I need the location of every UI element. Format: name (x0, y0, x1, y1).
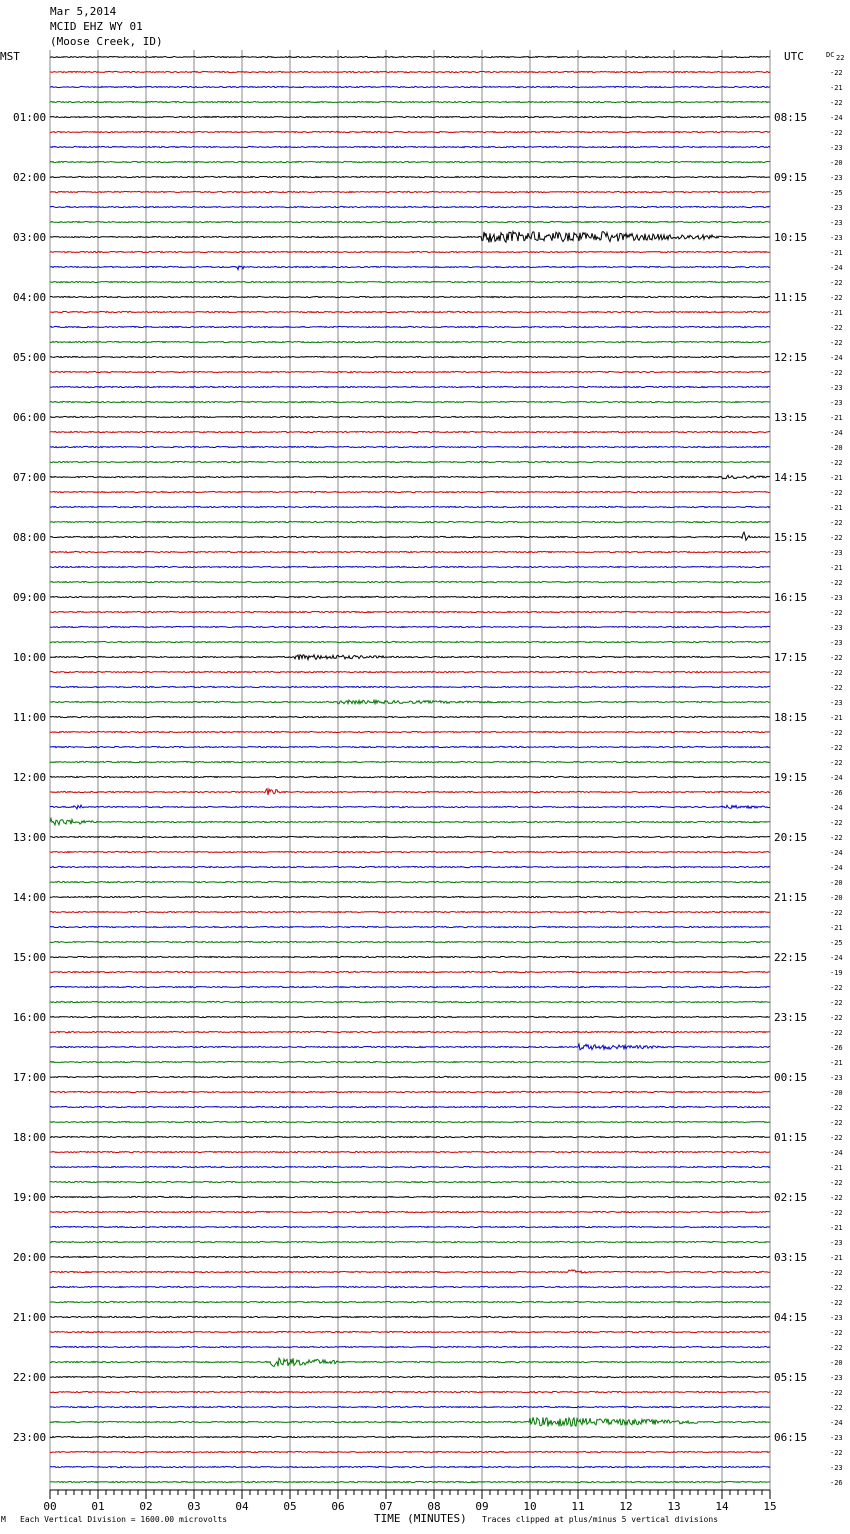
dc-offset-value: -22 (830, 669, 843, 677)
mst-hour-label: 14:00 (13, 891, 47, 904)
dc-offset-value: -22 (830, 279, 843, 287)
dc-offset-value: -24 (830, 429, 843, 437)
trace-line (50, 1211, 770, 1212)
dc-offset-value: -24 (830, 114, 843, 122)
dc-offset-value: -24 (830, 804, 843, 812)
x-tick-label: 02 (139, 1500, 153, 1513)
x-tick-label: 10 (523, 1500, 537, 1513)
dc-offset-value: -21 (830, 504, 843, 512)
mst-hour-label: 22:00 (13, 1371, 47, 1384)
dc-offset-value: -22 (830, 1179, 843, 1187)
trace-line (50, 251, 770, 252)
dc-offset-value: -24 (830, 954, 843, 962)
trace-line (50, 206, 770, 207)
trace-line (50, 596, 770, 597)
dc-offset-value: -26 (830, 1479, 843, 1487)
right-axis-label: UTC (784, 50, 804, 63)
x-tick-label: 09 (475, 1500, 489, 1513)
dc-header: DC (826, 51, 835, 59)
dc-offset-value: -23 (830, 1239, 843, 1247)
mst-hour-label: 10:00 (13, 651, 47, 664)
trace-line (50, 1466, 770, 1467)
dc-offset-value: -22 (830, 819, 843, 827)
dc-offset-value: -22 (830, 984, 843, 992)
dc-offset-value: -25 (830, 939, 843, 947)
trace-line (50, 686, 770, 687)
utc-hour-label: 09:15 (774, 171, 808, 184)
dc-offset-value: -22 (830, 339, 843, 347)
utc-hour-label: 08:15 (774, 111, 808, 124)
dc-offset-value: -23 (830, 1434, 843, 1442)
dc-offset-value: -21 (830, 924, 843, 932)
x-axis-title: TIME (MINUTES) (374, 1512, 467, 1525)
trace-line (50, 731, 770, 732)
trace-line (50, 986, 770, 987)
dc-offset-value: 22 (836, 54, 845, 62)
x-tick-label: 00 (43, 1500, 57, 1513)
trace-line (50, 611, 770, 612)
trace-line (50, 1166, 770, 1167)
dc-offset-value: -22 (830, 999, 843, 1007)
dc-offset-value: -23 (830, 699, 843, 707)
mst-hour-label: 15:00 (13, 951, 47, 964)
trace-line (50, 655, 770, 660)
dc-offset-value: -22 (830, 1344, 843, 1352)
trace-line (50, 700, 770, 704)
dc-offset-value: -23 (830, 174, 843, 182)
trace-line (50, 1436, 770, 1437)
mst-hour-label: 05:00 (13, 351, 47, 364)
trace-line (50, 956, 770, 957)
trace-line (50, 506, 770, 507)
trace-line (50, 1076, 770, 1077)
right-hour-labels (774, 111, 807, 1444)
trace-line (50, 311, 770, 312)
trace-line (50, 1016, 770, 1017)
trace-line (50, 1376, 770, 1377)
date-label: Mar 5,2014 (50, 5, 117, 18)
mst-hour-label: 09:00 (13, 591, 47, 604)
utc-hour-label: 20:15 (774, 831, 808, 844)
trace-line (50, 461, 770, 462)
dc-offset-value: -24 (830, 1419, 843, 1427)
dc-offset-value: -23 (830, 219, 843, 227)
trace-line (50, 1301, 770, 1302)
trace-line (50, 1031, 770, 1032)
dc-offset-value: -22 (830, 369, 843, 377)
footer-mark: M (1, 1515, 6, 1524)
trace-line (50, 1091, 770, 1092)
mst-hour-label: 02:00 (13, 171, 47, 184)
trace-line (50, 1316, 770, 1317)
trace-line (50, 475, 770, 479)
trace-line (50, 416, 770, 417)
trace-line (50, 671, 770, 672)
utc-hour-label: 17:15 (774, 651, 808, 664)
dc-offset-value: -22 (830, 1029, 843, 1037)
dc-offset-value: -24 (830, 864, 843, 872)
dc-offset-value: -22 (830, 654, 843, 662)
trace-line (50, 551, 770, 552)
trace-line (50, 386, 770, 387)
trace-line (50, 1044, 770, 1050)
trace-line (50, 836, 770, 837)
utc-hour-label: 18:15 (774, 711, 808, 724)
dc-offset-value: -21 (830, 309, 843, 317)
dc-offset-value: -23 (830, 384, 843, 392)
trace-line (50, 341, 770, 342)
dc-offset-value: -22 (830, 834, 843, 842)
trace-line (50, 1001, 770, 1002)
trace-line (50, 326, 770, 327)
trace-line (50, 176, 770, 177)
dc-offset-value: -19 (830, 969, 843, 977)
trace-line (50, 71, 770, 72)
dc-offset-value: -21 (830, 1224, 843, 1232)
dc-offset-value: -20 (830, 879, 843, 887)
x-tick-label: 03 (187, 1500, 201, 1513)
dc-offset-value: -24 (830, 1149, 843, 1157)
trace-line (50, 1196, 770, 1197)
dc-offset-value: -21 (830, 84, 843, 92)
mst-hour-label: 20:00 (13, 1251, 47, 1264)
dc-offset-value: -22 (830, 1269, 843, 1277)
trace-line (50, 356, 770, 357)
trace-line (50, 401, 770, 402)
trace-line (50, 911, 770, 912)
dc-offset-value: -23 (830, 594, 843, 602)
dc-offset-value: -22 (830, 1209, 843, 1217)
dc-offset-value: -22 (830, 129, 843, 137)
trace-line (50, 161, 770, 162)
trace-line (50, 626, 770, 627)
time-grid (50, 50, 770, 1490)
left-axis-label: MST (0, 50, 20, 63)
dc-offset-value: -23 (830, 1314, 843, 1322)
trace-line (50, 896, 770, 897)
trace-line (50, 866, 770, 867)
trace-line (50, 1451, 770, 1452)
dc-offset-value: -23 (830, 1464, 843, 1472)
trace-line (50, 1391, 770, 1392)
dc-offset-value: -22 (830, 1014, 843, 1022)
trace-line (50, 581, 770, 582)
dc-offset-value: -22 (830, 1299, 843, 1307)
x-axis (43, 1490, 776, 1513)
x-tick-label: 15 (763, 1500, 777, 1513)
utc-hour-label: 01:15 (774, 1131, 808, 1144)
dc-offset-value: -22 (830, 1404, 843, 1412)
station-label: MCID EHZ WY 01 (50, 20, 143, 33)
dc-offset-value: -22 (830, 1119, 843, 1127)
trace-line (50, 1286, 770, 1287)
dc-offset-value: -23 (830, 399, 843, 407)
dc-offset-value: -24 (830, 354, 843, 362)
mst-hour-label: 13:00 (13, 831, 47, 844)
dc-offset-value: -22 (830, 519, 843, 527)
trace-line (50, 446, 770, 447)
x-tick-label: 08 (427, 1500, 441, 1513)
dc-offset-value: -22 (830, 99, 843, 107)
trace-line (50, 881, 770, 882)
trace-line (50, 566, 770, 567)
utc-hour-label: 23:15 (774, 1011, 808, 1024)
trace-line (50, 1270, 770, 1273)
trace-line (50, 221, 770, 222)
trace-line (50, 1136, 770, 1137)
mst-hour-label: 06:00 (13, 411, 47, 424)
mst-hour-label: 23:00 (13, 1431, 47, 1444)
location-label: (Moose Creek, ID) (50, 35, 163, 48)
trace-line (50, 1346, 770, 1347)
dc-offset-value: -22 (830, 1134, 843, 1142)
dc-offset-value: -21 (830, 1059, 843, 1067)
utc-hour-label: 13:15 (774, 411, 808, 424)
utc-hour-label: 12:15 (774, 351, 808, 364)
x-tick-label: 04 (235, 1500, 249, 1513)
dc-offset-value: -22 (830, 489, 843, 497)
mst-hour-label: 12:00 (13, 771, 47, 784)
trace-line (50, 371, 770, 372)
mst-hour-label: 07:00 (13, 471, 47, 484)
trace-group (50, 56, 770, 1482)
dc-offset-value: -22 (830, 1284, 843, 1292)
utc-hour-label: 16:15 (774, 591, 808, 604)
trace-line (50, 1106, 770, 1107)
mst-hour-label: 03:00 (13, 231, 47, 244)
dc-offset-value: -23 (830, 234, 843, 242)
utc-hour-label: 19:15 (774, 771, 808, 784)
trace-line (50, 1406, 770, 1407)
dc-offset-value: -24 (830, 264, 843, 272)
dc-offset-value: -20 (830, 444, 843, 452)
dc-offset-value: -24 (830, 849, 843, 857)
dc-offset-value: -21 (830, 714, 843, 722)
trace-line (50, 819, 770, 825)
dc-offset-value: -22 (830, 609, 843, 617)
scale-note: Each Vertical Division = 1600.00 microvolts (20, 1515, 228, 1524)
trace-line (50, 1181, 770, 1182)
dc-offset-value: -22 (830, 69, 843, 77)
trace-line (50, 281, 770, 282)
mst-hour-label: 16:00 (13, 1011, 47, 1024)
dc-offset-value: -22 (830, 1449, 843, 1457)
trace-line (50, 1121, 770, 1122)
mst-hour-label: 11:00 (13, 711, 47, 724)
dc-offset-value: -20 (830, 1089, 843, 1097)
utc-hour-label: 11:15 (774, 291, 808, 304)
trace-line (50, 851, 770, 852)
mst-hour-label: 19:00 (13, 1191, 47, 1204)
utc-hour-label: 21:15 (774, 891, 808, 904)
trace-line (50, 521, 770, 522)
trace-line (50, 1151, 770, 1152)
dc-offset-value: -23 (830, 1374, 843, 1382)
mst-hour-label: 17:00 (13, 1071, 47, 1084)
mst-hour-label: 08:00 (13, 531, 47, 544)
dc-offset-value: -20 (830, 159, 843, 167)
utc-hour-label: 03:15 (774, 1251, 808, 1264)
trace-line (50, 1481, 770, 1482)
dc-offset-value: -21 (830, 1254, 843, 1262)
trace-line (50, 266, 770, 270)
dc-offset-value: -23 (830, 639, 843, 647)
dc-offset-value: -22 (830, 684, 843, 692)
dc-offset-value: -21 (830, 414, 843, 422)
trace-line (50, 101, 770, 102)
trace-line (50, 805, 770, 809)
trace-line (50, 491, 770, 492)
utc-hour-label: 04:15 (774, 1311, 808, 1324)
trace-line (50, 1256, 770, 1257)
trace-line (50, 716, 770, 717)
x-tick-label: 12 (619, 1500, 633, 1513)
utc-hour-label: 10:15 (774, 231, 808, 244)
dc-offset-value: -21 (830, 474, 843, 482)
dc-offset-value: -22 (830, 579, 843, 587)
mst-hour-label: 21:00 (13, 1311, 47, 1324)
left-hour-labels (13, 111, 46, 1444)
dc-offset-value: -22 (830, 729, 843, 737)
dc-offset-value: -21 (830, 249, 843, 257)
trace-line (50, 1241, 770, 1242)
x-tick-label: 11 (571, 1500, 585, 1513)
mst-hour-label: 01:00 (13, 111, 47, 124)
mst-hour-label: 18:00 (13, 1131, 47, 1144)
dc-offset-value: -20 (830, 894, 843, 902)
trace-line (50, 232, 770, 243)
x-tick-label: 06 (331, 1500, 345, 1513)
dc-offset-value: -21 (830, 1164, 843, 1172)
dc-offset-value: -22 (830, 534, 843, 542)
trace-line (50, 431, 770, 432)
trace-line (50, 641, 770, 642)
x-tick-label: 05 (283, 1500, 297, 1513)
dc-offset-value: -24 (830, 774, 843, 782)
utc-hour-label: 14:15 (774, 471, 808, 484)
trace-line (50, 789, 770, 795)
dc-offset-value: -23 (830, 204, 843, 212)
dc-offset-value: -23 (830, 144, 843, 152)
clip-note: Traces clipped at plus/minus 5 vertical divisions (482, 1515, 719, 1524)
dc-offset-value: -22 (830, 294, 843, 302)
trace-line (50, 776, 770, 777)
dc-offset-value: -22 (830, 1194, 843, 1202)
mst-hour-label: 04:00 (13, 291, 47, 304)
trace-line (50, 146, 770, 147)
trace-line (50, 941, 770, 942)
trace-line (50, 1061, 770, 1062)
trace-line (50, 1226, 770, 1227)
x-tick-label: 14 (715, 1500, 729, 1513)
utc-hour-label: 00:15 (774, 1071, 808, 1084)
trace-line (50, 116, 770, 117)
dc-offset-value: -22 (830, 1389, 843, 1397)
trace-line (50, 1417, 770, 1426)
dc-offset-value: -22 (830, 324, 843, 332)
dc-offset-value: -23 (830, 624, 843, 632)
dc-offset-value: -26 (830, 1044, 843, 1052)
x-tick-label: 13 (667, 1500, 681, 1513)
trace-line (50, 191, 770, 192)
dc-offset-value: -21 (830, 564, 843, 572)
trace-line (50, 296, 770, 297)
x-tick-label: 01 (91, 1500, 105, 1513)
utc-hour-label: 15:15 (774, 531, 808, 544)
x-tick-label: 07 (379, 1500, 393, 1513)
dc-offset-value: -22 (830, 759, 843, 767)
dc-offset-value: -23 (830, 1074, 843, 1082)
trace-line (50, 131, 770, 132)
trace-line (50, 86, 770, 87)
trace-line (50, 1358, 770, 1366)
trace-line (50, 761, 770, 762)
utc-hour-label: 02:15 (774, 1191, 808, 1204)
trace-line (50, 532, 770, 540)
utc-hour-label: 06:15 (774, 1431, 808, 1444)
trace-line (50, 971, 770, 972)
dc-offset-value: -20 (830, 1359, 843, 1367)
utc-hour-label: 05:15 (774, 1371, 808, 1384)
trace-line (50, 56, 770, 57)
dc-offset-value: -22 (830, 744, 843, 752)
dc-offset-value: -22 (830, 1329, 843, 1337)
trace-line (50, 746, 770, 747)
dc-offset-value: -26 (830, 789, 843, 797)
trace-line (50, 1331, 770, 1332)
dc-offset-value: -22 (830, 459, 843, 467)
dc-offset-value: -25 (830, 189, 843, 197)
dc-offset-value: -22 (830, 1104, 843, 1112)
dc-offset-value: -23 (830, 549, 843, 557)
trace-line (50, 926, 770, 927)
utc-hour-label: 22:15 (774, 951, 808, 964)
dc-offset-labels (830, 54, 844, 1487)
dc-offset-value: -22 (830, 909, 843, 917)
